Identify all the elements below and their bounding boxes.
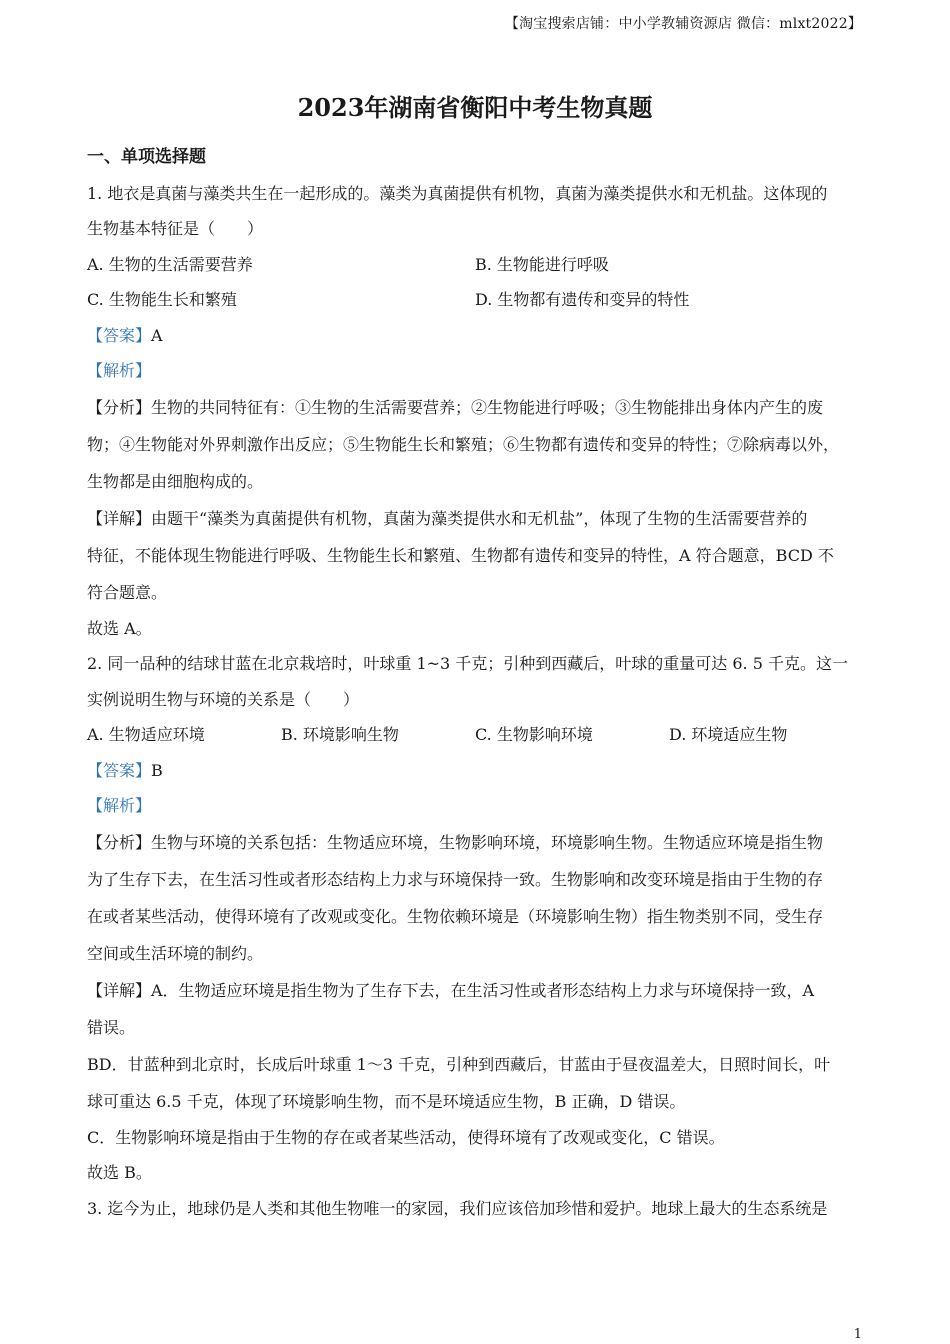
- q2-option-b: B. 环境影响生物: [281, 725, 399, 744]
- q2-stem-line-2: 实例说明生物与环境的关系是（ ）: [87, 689, 360, 709]
- q2-detail-line-2: 错误。: [87, 1017, 136, 1037]
- q2-options-row: [87, 717, 867, 753]
- q2-stem-line-1: 2. 同一品种的结球甘蓝在北京栽培时，叶球重 1~3 千克；引种到西藏后，叶球的重量可达 6. 5 千克。这一: [87, 654, 848, 673]
- header-note: 【淘宝搜索店铺：中小学教辅资源店 微信：mlxt2022】: [504, 16, 862, 32]
- q1-stem-line-2: 生物基本特征是（ ）: [87, 219, 264, 238]
- page-number: 1: [853, 1327, 862, 1342]
- q1-answer: [87, 318, 867, 354]
- q3-stem-line-1: 3. 迄今为止，地球仍是人类和其他生物唯一的家园，我们应该倍加珍惜和爱护。地球上最大的生态系统是: [87, 1198, 828, 1218]
- q2-detail-c: C．生物影响环境是指由于生物的存在或者某些活动，使得环境有了改观或变化，C 错误。: [87, 1127, 725, 1147]
- q2-conclusion: 故选 B。: [87, 1163, 152, 1182]
- q1-options-row-1: [87, 247, 867, 283]
- q1-detail-line-2: 特征，不能体现生物能进行呼吸、生物能生长和繁殖、生物都有遗传和变异的特性，A 符合题意，BCD 不: [87, 545, 834, 565]
- q1-detail-line-3: 符合题意。: [87, 582, 168, 602]
- q2-analysis-line-4: 空间或生活环境的制约。: [87, 943, 264, 963]
- q1-option-d: D. 生物都有遗传和变异的特性: [475, 290, 690, 309]
- q1-answer-value: A: [151, 325, 163, 345]
- q2-detail-bd-line-1: BD．甘蓝种到北京时，长成后叶球重 1～3 千克，引种到西藏后，甘蓝由于昼夜温差大，日照时间长，叶: [87, 1054, 831, 1074]
- q2-answer-value: B: [151, 760, 163, 780]
- q2-analysis-line-3: 在或者某些活动，使得环境有了改观或变化。生物依赖环境是（环境影响生物）指生物类别不同，受生存: [87, 906, 824, 926]
- document-body: [87, 140, 867, 1226]
- page-title: 2023年湖南省衡阳中考生物真题: [297, 93, 653, 122]
- q2-analysis-tag: 【解析】: [87, 796, 152, 815]
- q1-stem-line-1: 1. 地衣是真菌与藻类共生在一起形成的。藻类为真菌提供有机物，真菌为藻类提供水和无机盐。这体现的: [87, 183, 828, 203]
- answer-tag: 【答案】: [87, 760, 152, 780]
- q1-detail-line-1: 【详解】由题干“藻类为真菌提供有机物，真菌为藻类提供水和无机盐”，体现了生物的生活需要营养的: [87, 508, 808, 528]
- q1-analysis-line-2: 物；④生物能对外界刺激作出反应；⑤生物能生长和繁殖；⑥生物都有遗传和变异的特性；⑦除病毒以外，: [87, 434, 840, 454]
- q1-option-a: A. 生物的生活需要营养: [87, 254, 253, 274]
- q2-option-c: C. 生物影响环境: [475, 725, 593, 744]
- q2-option-d: D. 环境适应生物: [669, 725, 788, 744]
- q1-option-c: C. 生物能生长和繁殖: [87, 290, 237, 309]
- q2-option-a: A. 生物适应环境: [87, 725, 205, 744]
- q2-detail-line-1: 【详解】A．生物适应环境是指生物为了生存下去，在生活习性或者形态结构上力求与环境保持一致，A: [87, 980, 815, 1000]
- q2-answer: [87, 753, 867, 789]
- q1-option-b: B. 生物能进行呼吸: [475, 254, 609, 274]
- q2-analysis-line-1: 【分析】生物与环境的关系包括：生物适应环境，生物影响环境，环境影响生物。生物适应环境是指生物: [87, 832, 824, 852]
- answer-tag: 【答案】: [87, 325, 152, 345]
- q2-analysis-line-2: 为了生存下去，在生活习性或者形态结构上力求与环境保持一致。生物影响和改变环境是指由于生物的存: [87, 869, 824, 889]
- q1-conclusion: 故选 A。: [87, 618, 152, 638]
- q1-options-row-2: [87, 282, 867, 318]
- q1-analysis-line-3: 生物都是由细胞构成的。: [87, 471, 264, 491]
- section-heading: 一、单项选择题: [87, 147, 206, 167]
- q1-analysis-line-1: 【分析】生物的共同特征有：①生物的生活需要营养；②生物能进行呼吸；③生物能排出身体内产生的废: [87, 397, 824, 417]
- q1-analysis-tag: 【解析】: [87, 361, 152, 380]
- q2-detail-bd-line-2: 球可重达 6.5 千克，体现了环境影响生物，而不是环境适应生物，B 正确，D 错误。: [87, 1091, 686, 1111]
